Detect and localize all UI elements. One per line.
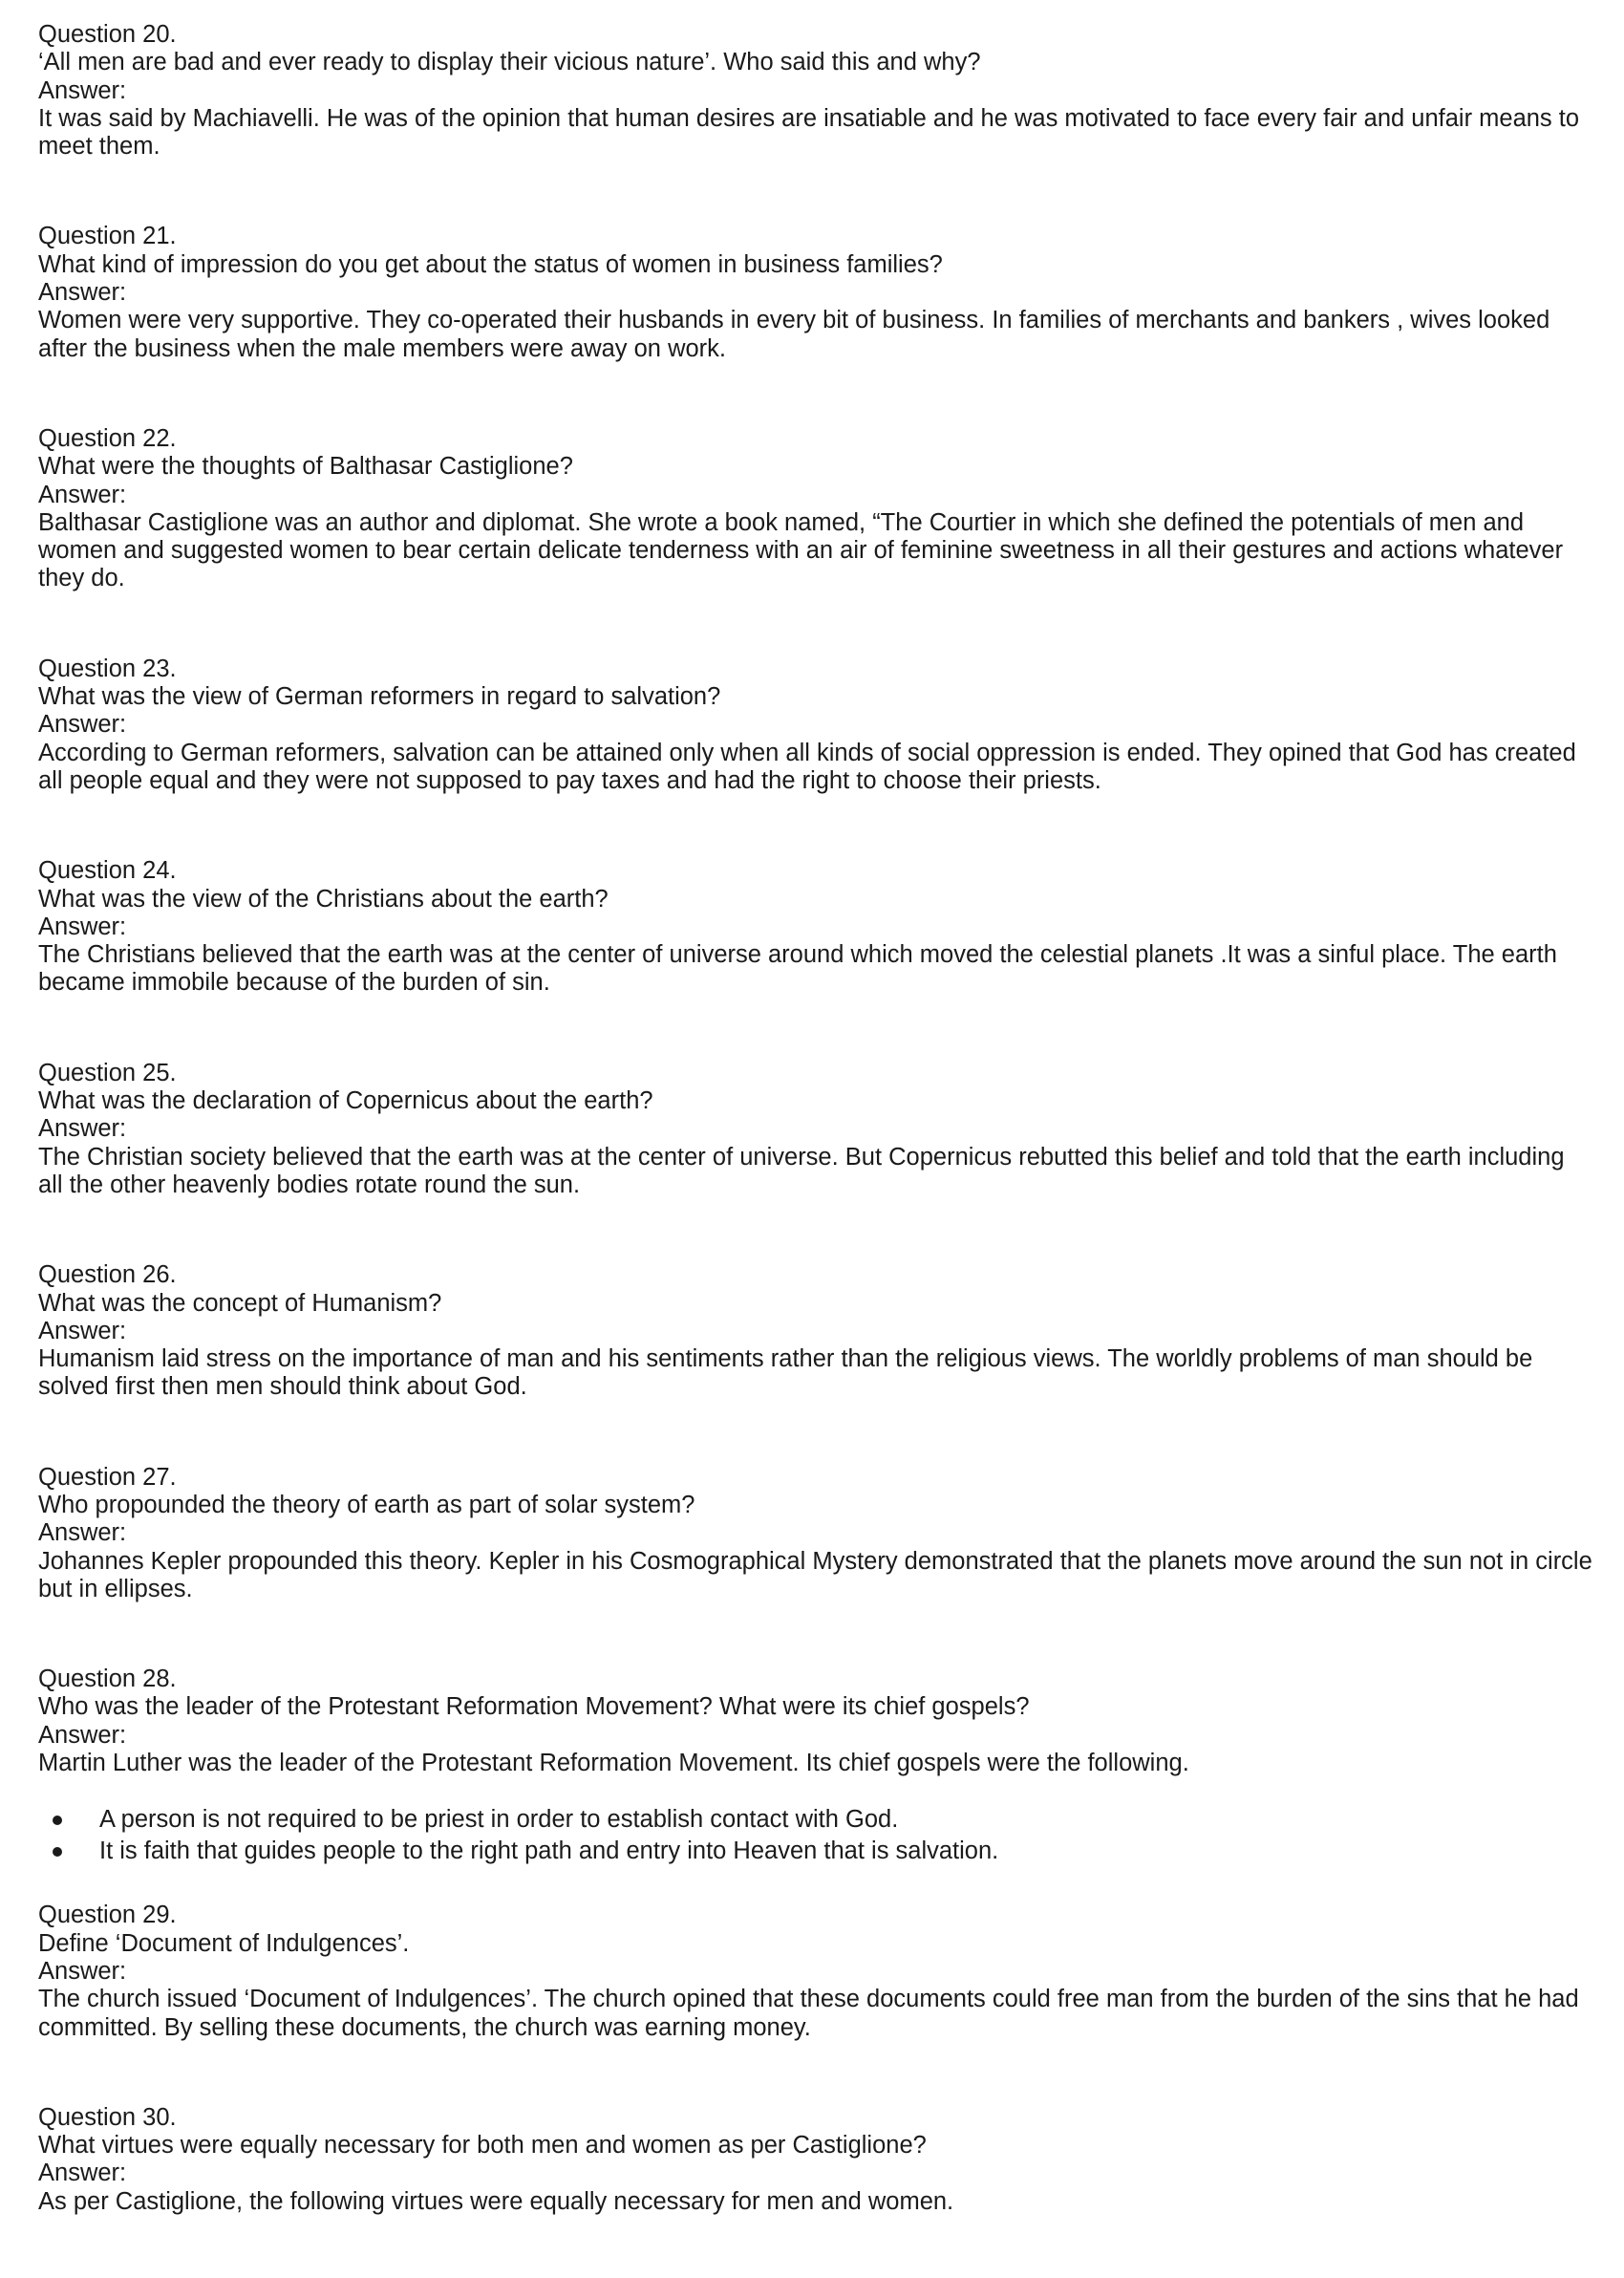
answer-text: The Christian society believed that the earth was at the center of universe. But Copernicus rebutted this belief and told that the earth including all the other heavenly bodies rotate round the sun. — [38, 1143, 1565, 1198]
question-number: Question 22. — [38, 424, 177, 452]
bullet-item — [38, 1804, 1595, 1836]
question-text: What kind of impression do you get about the status of women in business families? — [38, 250, 943, 278]
answer-label: Answer: — [38, 1519, 127, 1547]
question-number: Question 29. — [38, 1902, 177, 1929]
answer-text: Johannes Kepler propounded this theory. Kepler in his Cosmographical Mystery demonstrated that the planets move around the sun not in circle but in ellipses. — [38, 1547, 1592, 1602]
qa-item-25 — [38, 1060, 1595, 1199]
question-number: Question 25. — [38, 1059, 177, 1086]
qa-item-27 — [38, 1464, 1595, 1603]
question-text: What virtues were equally necessary for both men and women as per Castiglione? — [38, 2132, 927, 2160]
answer-label: Answer: — [38, 913, 127, 940]
qa-item-24 — [38, 857, 1595, 997]
qa-item-30 — [38, 2104, 1595, 2216]
question-number: Question 21. — [38, 223, 177, 250]
answer-label: Answer: — [38, 1957, 127, 1985]
answer-text: Balthasar Castiglione was an author and diplomat. She wrote a book named, “The Courtier in which she defined the potentials of men and women and suggested women to bear certain delicate tenderness with an air of feminine sweetness in all their gestures and actions whatever they do. — [38, 508, 1564, 592]
bullet-dot-icon — [53, 1816, 62, 1825]
answer-label: Answer: — [38, 279, 127, 307]
qa-item-29 — [38, 1902, 1595, 2041]
question-number: Question 26. — [38, 1261, 177, 1289]
question-number: Question 30. — [38, 2103, 177, 2131]
question-text: Who propounded the theory of earth as part of solar system? — [38, 1491, 695, 1518]
answer-text: As per Castiglione, the following virtues were equally necessary for men and women. — [38, 2187, 954, 2215]
answer-text: Humanism laid stress on the importance of man and his sentiments rather than the religious views. The worldly problems of man should be solved first then men should think about God. — [38, 1345, 1533, 1401]
qa-item-22 — [38, 425, 1595, 593]
question-number: Question 28. — [38, 1666, 177, 1693]
qa-item-21 — [38, 223, 1595, 362]
question-text: ‘All men are bad and ever ready to display their vicious nature’. Who said this and why? — [38, 49, 981, 76]
bullet-dot-icon — [53, 1847, 62, 1857]
answer-text: According to German reformers, salvation can be attained only when all kinds of social oppression is ended. They opined that God has created all people equal and they were not supposed to pay taxes and had the right to choose their priests. — [38, 739, 1576, 794]
qa-item-23 — [38, 655, 1595, 795]
bullet-text: A person is not required to be priest in order to establish contact with God. — [99, 1806, 899, 1834]
answer-label: Answer: — [38, 1317, 127, 1344]
qa-item-26 — [38, 1261, 1595, 1401]
bullet-text: It is faith that guides people to the right path and entry into Heaven that is salvation. — [99, 1837, 999, 1865]
qa-item-28 — [38, 1666, 1595, 1867]
document-page — [38, 21, 1595, 2278]
answer-label: Answer: — [38, 2160, 127, 2187]
answer-text: The Christians believed that the earth was at the center of universe around which moved the celestial planets .It was a sinful place. The earth became immobile because of the burden of sin. — [38, 941, 1557, 997]
bullet-item — [38, 1836, 1595, 1867]
answer-label: Answer: — [38, 481, 127, 508]
question-text: What was the view of the Christians about the earth? — [38, 885, 609, 913]
question-text: Who was the leader of the Protestant Reformation Movement? What were its chief gospels? — [38, 1693, 1030, 1721]
question-number: Question 20. — [38, 21, 177, 48]
answer-label: Answer: — [38, 1721, 127, 1749]
question-text: What was the declaration of Copernicus about the earth? — [38, 1087, 653, 1115]
question-text: What was the concept of Humanism? — [38, 1289, 442, 1317]
answer-label: Answer: — [38, 1115, 127, 1143]
question-text: What was the view of German reformers in regard to salvation? — [38, 683, 721, 711]
question-text: What were the thoughts of Balthasar Castiglione? — [38, 453, 573, 481]
answer-text: It was said by Machiavelli. He was of the opinion that human desires are insatiable and he was motivated to face every fair and unfair means to meet them. — [38, 104, 1580, 161]
question-text: Define ‘Document of Indulgences’. — [38, 1929, 410, 1957]
answer-text: Martin Luther was the leader of the Protestant Reformation Movement. Its chief gospels were the following. — [38, 1750, 1189, 1777]
answer-text: Women were very supportive. They co-operated their husbands in every bit of business. In families of merchants and bankers , wives looked after the business when the male members were away on work. — [38, 307, 1550, 362]
qa-item-20 — [38, 21, 1595, 161]
question-number: Question 23. — [38, 655, 177, 682]
answer-text: The church issued ‘Document of Indulgences’. The church opined that these documents could free man from the burden of the sins that he had committed. By selling these documents, the church was earning money. — [38, 1986, 1579, 2041]
answer-label: Answer: — [38, 76, 127, 104]
question-number: Question 24. — [38, 857, 177, 885]
question-number: Question 27. — [38, 1463, 177, 1491]
gospel-bullet-list — [38, 1804, 1595, 1867]
answer-label: Answer: — [38, 711, 127, 739]
